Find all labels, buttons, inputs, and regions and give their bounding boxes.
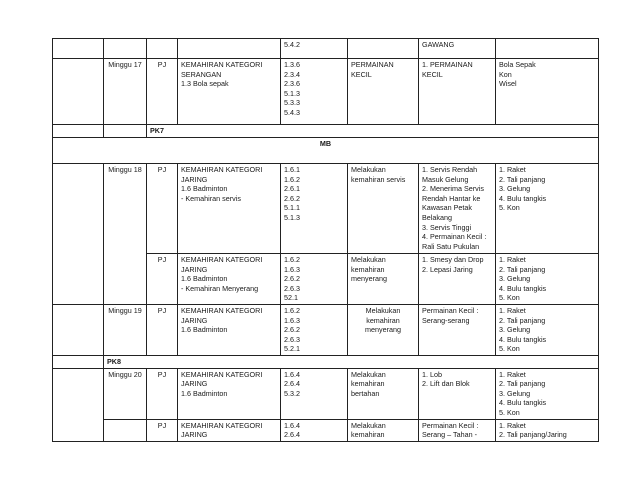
- standards-cell: 1.6.2 1.6.3 2.6.2 2.6.3 52.1: [281, 254, 348, 305]
- tools-cell: Bola Sepak Kon Wisel: [496, 59, 599, 125]
- activity-cell: Permainan Kecil : Serang-serang: [419, 304, 496, 355]
- tools-cell: 1. Raket 2. Tali panjang 3. Gelung 4. Bulu tangkis 5. Kon: [496, 368, 599, 419]
- table-row: [53, 419, 599, 441]
- table-row: [53, 355, 599, 368]
- table-row: [53, 164, 599, 254]
- objective-cell: Melakukan kemahiran bertahan: [348, 368, 419, 419]
- tools-cell: 1. Raket 2. Tali panjang 3. Gelung 4. Bulu tangkis 5. Kon: [496, 304, 599, 355]
- subject-cell: PJ: [147, 59, 178, 125]
- week-cell: Minggu 18: [104, 164, 147, 305]
- week-cell: Minggu 19: [104, 304, 147, 355]
- tools-cell: 1. Raket 2. Tali panjang 3. Gelung 4. Bulu tangkis 5. Kon: [496, 254, 599, 305]
- table-row: [53, 59, 599, 125]
- standards-cell: 1.6.2 1.6.3 2.6.2 2.6.3 5.2.1: [281, 304, 348, 355]
- week-cell: Minggu 20: [104, 368, 147, 419]
- subject-cell: PJ: [147, 419, 178, 441]
- table-row: [53, 39, 599, 59]
- table-row: [53, 138, 599, 164]
- lesson-plan-table: [52, 38, 599, 442]
- standards-cell: 1.6.4 2.6.4 5.3.2: [281, 368, 348, 419]
- table-row: [53, 304, 599, 355]
- table-row: [53, 125, 599, 138]
- objective-cell: Melakukan kemahiran: [348, 419, 419, 441]
- topic-cell: KEMAHIRAN KATEGORI JARING 1.6 Badminton: [178, 304, 281, 355]
- topic-cell: KEMAHIRAN KATEGORI JARING: [178, 419, 281, 441]
- subject-cell: PJ: [147, 368, 178, 419]
- subject-cell: PJ: [147, 164, 178, 254]
- table-row: [53, 368, 599, 419]
- subject-cell: PJ: [147, 304, 178, 355]
- week-cell: Minggu 17: [104, 59, 147, 125]
- activity-cell: 1. Lob 2. Lift dan Blok: [419, 368, 496, 419]
- objective-cell: Melakukan kemahiran menyerang: [348, 254, 419, 305]
- pk-label: PK8: [104, 355, 599, 368]
- objective-cell: PERMAINAN KECIL: [348, 59, 419, 125]
- topic-cell: KEMAHIRAN KATEGORI JARING 1.6 Badminton: [178, 368, 281, 419]
- topic-cell: KEMAHIRAN KATEGORI JARING 1.6 Badminton - Kemahiran servis: [178, 164, 281, 254]
- objective-cell: Melakukan kemahiran servis: [348, 164, 419, 254]
- activity-cell: 1. Smesy dan Drop 2. Lepasi Jaring: [419, 254, 496, 305]
- activity-cell: 1. PERMAINAN KECIL: [419, 59, 496, 125]
- tools-cell: 1. Raket 2. Tali panjang 3. Gelung 4. Bulu tangkis 5. Kon: [496, 164, 599, 254]
- standards-cell: 5.4.2: [281, 39, 348, 59]
- activity-cell: Permainan Kecil : Serang – Tahan -: [419, 419, 496, 441]
- pk-label: PK7: [147, 125, 599, 138]
- standards-cell: 1.6.1 1.6.2 2.6.1 2.6.2 5.1.1 5.1.3: [281, 164, 348, 254]
- standards-cell: 1.3.6 2.3.4 2.3.6 5.1.3 5.3.3 5.4.3: [281, 59, 348, 125]
- subject-cell: PJ: [147, 254, 178, 305]
- standards-cell: 1.6.4 2.6.4: [281, 419, 348, 441]
- tools-cell: 1. Raket 2. Tali panjang/Jaring: [496, 419, 599, 441]
- topic-cell: KEMAHIRAN KATEGORI JARING 1.6 Badminton - Kemahiran Menyerang: [178, 254, 281, 305]
- activity-cell: GAWANG: [419, 39, 496, 59]
- topic-cell: KEMAHIRAN KATEGORI SERANGAN 1.3 Bola sepak: [178, 59, 281, 125]
- section-header: MB: [53, 138, 599, 164]
- activity-cell: 1. Servis Rendah Masuk Gelung 2. Menerima Servis Rendah Hantar ke Kawasan Petak Belakang 3. Servis Tinggi 4. Permainan Kecil : Rali Satu Pukulan: [419, 164, 496, 254]
- objective-cell: Melakukan kemahiran menyerang: [348, 304, 419, 355]
